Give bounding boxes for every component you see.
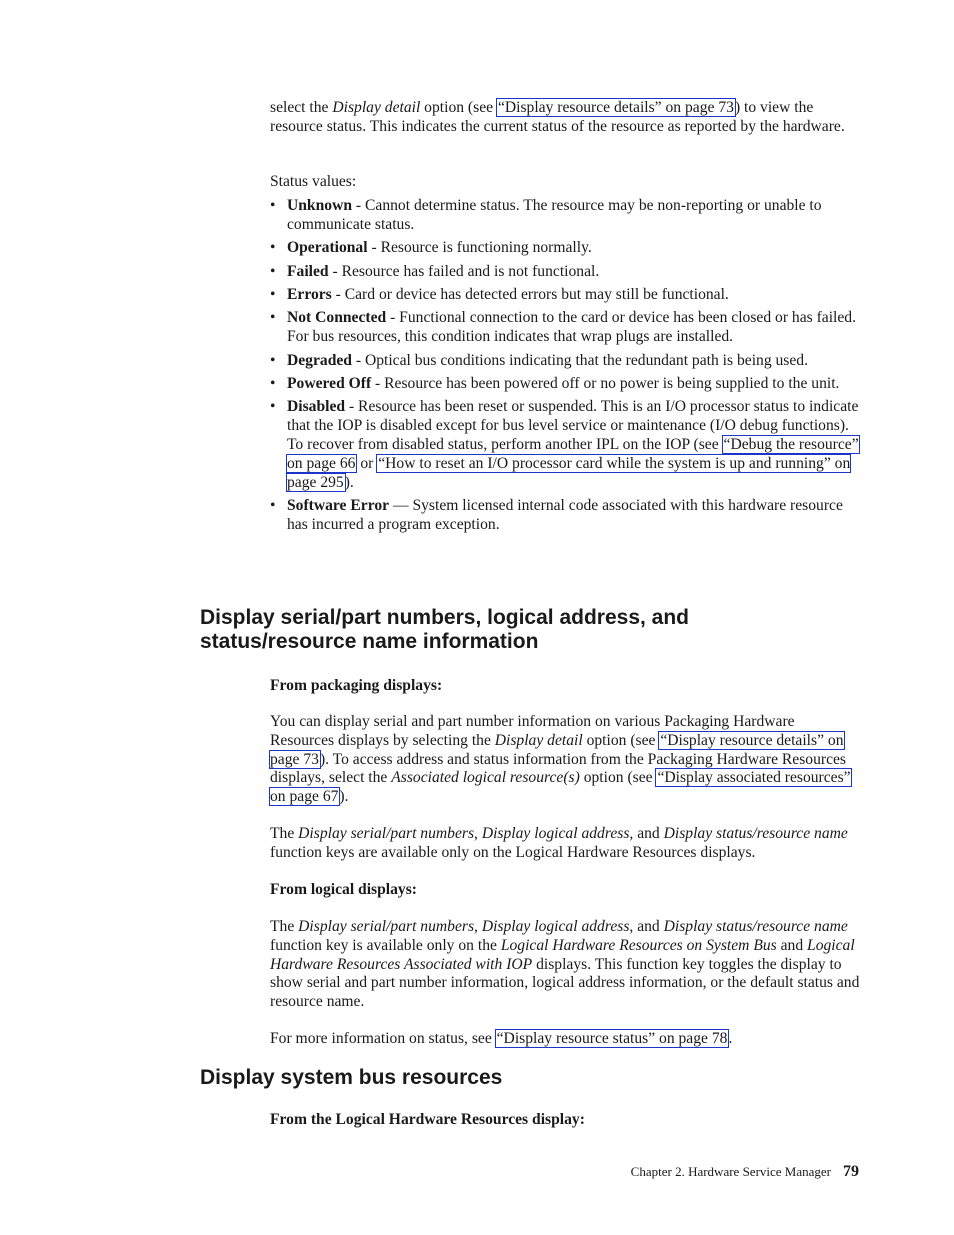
intro-italic-display-detail: Display detail — [332, 99, 421, 116]
section-heading-system-bus-resources: Display system bus resources — [200, 1066, 503, 1089]
status-term: Unknown — [287, 197, 353, 214]
text: For more information on status, see — [270, 1030, 496, 1047]
italic-term: Associated logical resource(s) — [391, 769, 580, 787]
function-keys-paragraph — [270, 825, 860, 863]
text: ). To access address and status information from the Packaging Hardware Resources displays, select the — [270, 750, 846, 787]
status-values-label: Status values: — [270, 173, 357, 190]
list-item — [270, 263, 860, 282]
link-display-associated-resources[interactable]: “Display associated resources” on page 67 — [270, 769, 851, 806]
status-values-list — [270, 197, 860, 539]
status-term: Not Connected — [287, 309, 387, 327]
status-term: Software Error — [287, 496, 390, 514]
status-desc: - Resource has failed and is not functional. — [328, 262, 600, 280]
subheading-from-logical-displays: From logical displays: — [270, 881, 417, 898]
status-desc: - Cannot determine status. The resource may be non-reporting or unable to communicate status. — [287, 197, 822, 233]
italic-term: Display status/resource name — [663, 918, 848, 935]
text: , and — [629, 825, 664, 842]
footer-chapter: Chapter 2. Hardware Service Manager — [630, 1164, 831, 1179]
link-display-resource-status[interactable]: “Display resource status” on page 78 — [496, 1030, 728, 1047]
status-term: Powered Off — [287, 374, 372, 392]
text: and — [776, 936, 808, 954]
link-how-to-reset-iop[interactable]: “How to reset an I/O processor card while the system is up and running” on page 295 — [287, 454, 851, 491]
status-desc: - Card or device has detected errors but may still be functional. — [331, 285, 729, 303]
status-desc: - Functional connection to the card or device has been closed or has failed. For bus resources, this condition indicates that wrap plugs are installed. — [287, 309, 856, 346]
status-term: Disabled — [287, 398, 346, 416]
list-item — [270, 352, 860, 371]
page-footer — [631, 1163, 859, 1181]
text: option (see — [579, 769, 657, 787]
text: The — [270, 825, 299, 842]
status-desc: - Resource has been powered off or no power is being supplied to the unit. — [371, 374, 840, 392]
italic-term: Display logical address — [481, 825, 630, 842]
link-display-resource-details-2[interactable]: “Display resource details” on page 73 — [270, 731, 844, 768]
list-item — [270, 398, 860, 492]
link-debug-the-resource[interactable]: “Debug the resource” on page 66 — [287, 435, 859, 472]
status-desc: - Resource is functioning normally. — [367, 239, 592, 257]
section-heading-serial-part-numbers: Display serial/part numbers, logical address, and status/resource name information — [200, 606, 690, 653]
intro-text-3: ) to view the resource status. This indicates the current status of the resource as reported by the hardware. — [270, 99, 845, 135]
text: option (see — [582, 731, 660, 749]
italic-term: Display serial/part numbers — [298, 825, 475, 842]
text: The — [270, 918, 299, 935]
more-info-paragraph — [270, 1030, 860, 1049]
status-term: Errors — [287, 285, 332, 303]
italic-term: Display serial/part numbers — [298, 918, 475, 935]
text: ). — [339, 788, 349, 806]
status-desc-mid: or — [356, 454, 378, 472]
list-item — [270, 375, 860, 394]
status-term: Degraded — [287, 351, 352, 369]
logical-displays-paragraph — [270, 918, 860, 1012]
status-term: Failed — [287, 262, 329, 280]
status-desc: - Resource has been reset or suspended. This is an I/O processor status to indicate that the IOP is disabled except for bus level service or maintenance (I/O debug functions). To recover from disabled status, perform another IPL on the IOP (see — [287, 398, 859, 453]
intro-text-1: select the — [270, 99, 333, 116]
list-item — [270, 309, 860, 347]
subheading-from-logical-hardware-resources: From the Logical Hardware Resources display: — [270, 1111, 585, 1128]
italic-term: Display detail — [494, 731, 583, 749]
text: , and — [629, 918, 664, 935]
subheading-from-packaging-displays: From packaging displays: — [270, 677, 443, 694]
text: displays. This function key toggles the display to show serial and part number information, logical address information, or the default status and resource name. — [270, 955, 860, 1011]
page-number: 79 — [843, 1163, 859, 1180]
italic-term: Display status/resource name — [663, 825, 848, 842]
text: . — [728, 1030, 733, 1047]
status-desc: — System licensed internal code associated with this hardware resource has incurred a program exception. — [287, 496, 843, 533]
status-desc: - Optical bus conditions indicating that the redundant path is being used. — [351, 351, 808, 369]
status-term: Operational — [287, 239, 368, 257]
list-item — [270, 497, 860, 535]
packaging-paragraph — [270, 713, 860, 807]
status-desc-end: ). — [344, 473, 354, 491]
italic-term: Logical Hardware Resources Associated with IOP — [270, 936, 855, 973]
text: You can display serial and part number information on various Packaging Hardware Resources displays by selecting the — [270, 713, 795, 749]
intro-paragraph — [270, 99, 860, 137]
link-display-resource-details[interactable]: “Display resource details” on page 73 — [497, 99, 734, 116]
italic-term: Display logical address — [481, 918, 630, 935]
list-item — [270, 197, 860, 235]
text: function key is available only on the — [270, 936, 501, 954]
list-item — [270, 286, 860, 305]
intro-text-2: option (see — [420, 99, 497, 116]
italic-term: Logical Hardware Resources on System Bus — [500, 936, 777, 954]
text: function keys are available only on the Logical Hardware Resources displays. — [270, 843, 756, 861]
text: , — [474, 918, 482, 935]
list-item — [270, 239, 860, 258]
text: , — [474, 825, 482, 842]
